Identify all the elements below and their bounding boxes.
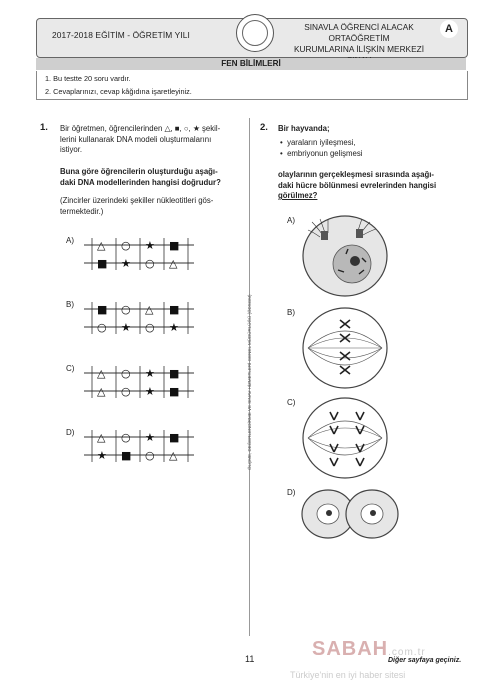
- q1a-top-1: △: [97, 239, 106, 252]
- q1b-bottom-2: ★: [121, 321, 131, 334]
- q1d-bottom-1: ★: [97, 449, 107, 462]
- bullet-item: • embriyonun gelişmesi: [280, 149, 363, 158]
- q1b-top-4: ■: [169, 303, 180, 316]
- q1a-top-2: ○: [121, 239, 131, 252]
- margin-text: ÖLÇME, DEĞERLENDİRME VE SINAV HİZMETLERİ GENEL MÜDÜRLÜĞÜ (ÖDSGM): [247, 294, 252, 470]
- watermark-slogan: Türkiye'nin en iyi haber sitesi: [290, 670, 406, 680]
- school-year: 2017-2018 EĞİTİM - ÖĞRETİM YILI: [52, 30, 190, 40]
- question-1-intro: Bir öğretmen, öğrencilerinden △, ■, ○, ★ şekil- lerini kullanarak DNA modeli oluşturmalarını istiyor.: [60, 124, 221, 154]
- q1a-top-3: ★: [145, 239, 155, 252]
- q2-option-b-label[interactable]: B): [287, 308, 295, 317]
- q1-option-b-dna-model: [84, 300, 194, 336]
- question-1-stem: Buna göre öğrencilerin oluşturduğu aşağı- daki DNA modellerinden hangisi doğrudur?: [60, 167, 221, 187]
- question-2-stem: olaylarının gerçekleşmesi sırasında aşağı- daki hücre bölünmesi evrelerinden hangisi görülmez?: [278, 170, 437, 200]
- q1d-top-3: ★: [145, 431, 155, 444]
- q1c-top-4: ■: [169, 367, 180, 380]
- question-1-number: 1.: [40, 122, 48, 133]
- q1-option-c-label[interactable]: C): [66, 364, 75, 373]
- q1-option-b-label[interactable]: B): [66, 300, 74, 309]
- instruction-2: 2. Cevaplarınızı, cevap kâğıdına işaretleyiniz.: [45, 87, 192, 96]
- q2-option-a-cell-diagram: [300, 214, 390, 298]
- q1d-top-1: △: [97, 431, 106, 444]
- q2-option-c-cell-diagram: [300, 396, 390, 480]
- next-page-note: Diğer sayfaya geçiniz.: [388, 657, 462, 664]
- booklet-type-badge: A: [440, 20, 458, 38]
- question-2-intro: Bir hayvanda;: [278, 124, 330, 133]
- q1d-top-4: ■: [169, 431, 180, 444]
- section-title: FEN BİLİMLERİ: [36, 58, 466, 70]
- q1-option-c-dna-model: [84, 364, 194, 400]
- q1a-bottom-3: ○: [145, 257, 155, 270]
- q1b-bottom-4: ★: [169, 321, 179, 334]
- q1b-top-3: △: [145, 303, 154, 316]
- q1d-bottom-2: ■: [121, 449, 132, 462]
- q1d-bottom-3: ○: [145, 449, 155, 462]
- q1b-top-1: ■: [97, 303, 108, 316]
- q1-option-d-label[interactable]: D): [66, 428, 75, 437]
- q1c-top-1: △: [97, 367, 106, 380]
- q2-option-c-label[interactable]: C): [287, 398, 296, 407]
- q2-option-d-label[interactable]: D): [287, 488, 296, 497]
- exam-title: SINAVLA ÖĞRENCİ ALACAK ORTAÖĞRETİM KURUMLARINA İLİŞKİN MERKEZİ: [293, 22, 424, 54]
- q1c-top-2: ○: [121, 367, 131, 380]
- question-2-bullets: [280, 137, 362, 159]
- q2-option-a-label[interactable]: A): [287, 216, 295, 225]
- q1a-bottom-1: ■: [97, 257, 108, 270]
- bullet-item: • yaraların iyileşmesi,: [280, 138, 356, 147]
- q1c-top-3: ★: [145, 367, 155, 380]
- watermark-logo: SABAH.com.tr: [312, 638, 426, 660]
- instruction-1: 1. Bu testte 20 soru vardır.: [45, 74, 131, 83]
- q1b-top-2: ○: [121, 303, 131, 316]
- q1-option-d-dna-model: [84, 428, 194, 464]
- q1a-bottom-4: △: [169, 257, 178, 270]
- q1c-bottom-4: ■: [169, 385, 180, 398]
- question-2-number: 2.: [260, 122, 268, 133]
- q2-option-d-cell-diagram: [300, 486, 400, 542]
- question-1-note: (Zincirler üzerindeki şekiller nükleotitleri gös- termektedir.): [60, 196, 214, 216]
- q1-option-a-dna-model: [84, 236, 194, 272]
- q1c-bottom-3: ★: [145, 385, 155, 398]
- q1b-bottom-3: ○: [145, 321, 155, 334]
- q1d-top-2: ○: [121, 431, 131, 444]
- q1b-bottom-1: ○: [97, 321, 107, 334]
- q1a-bottom-2: ★: [121, 257, 131, 270]
- q1c-bottom-1: △: [97, 385, 106, 398]
- q1a-top-4: ■: [169, 239, 180, 252]
- page-number: 11: [245, 654, 255, 664]
- q1c-bottom-2: ○: [121, 385, 131, 398]
- q1d-bottom-4: △: [169, 449, 178, 462]
- instructions-box: [36, 71, 468, 100]
- q2-option-b-cell-diagram: [300, 306, 390, 390]
- ministry-logo: [236, 14, 274, 52]
- q1-option-a-label[interactable]: A): [66, 236, 74, 245]
